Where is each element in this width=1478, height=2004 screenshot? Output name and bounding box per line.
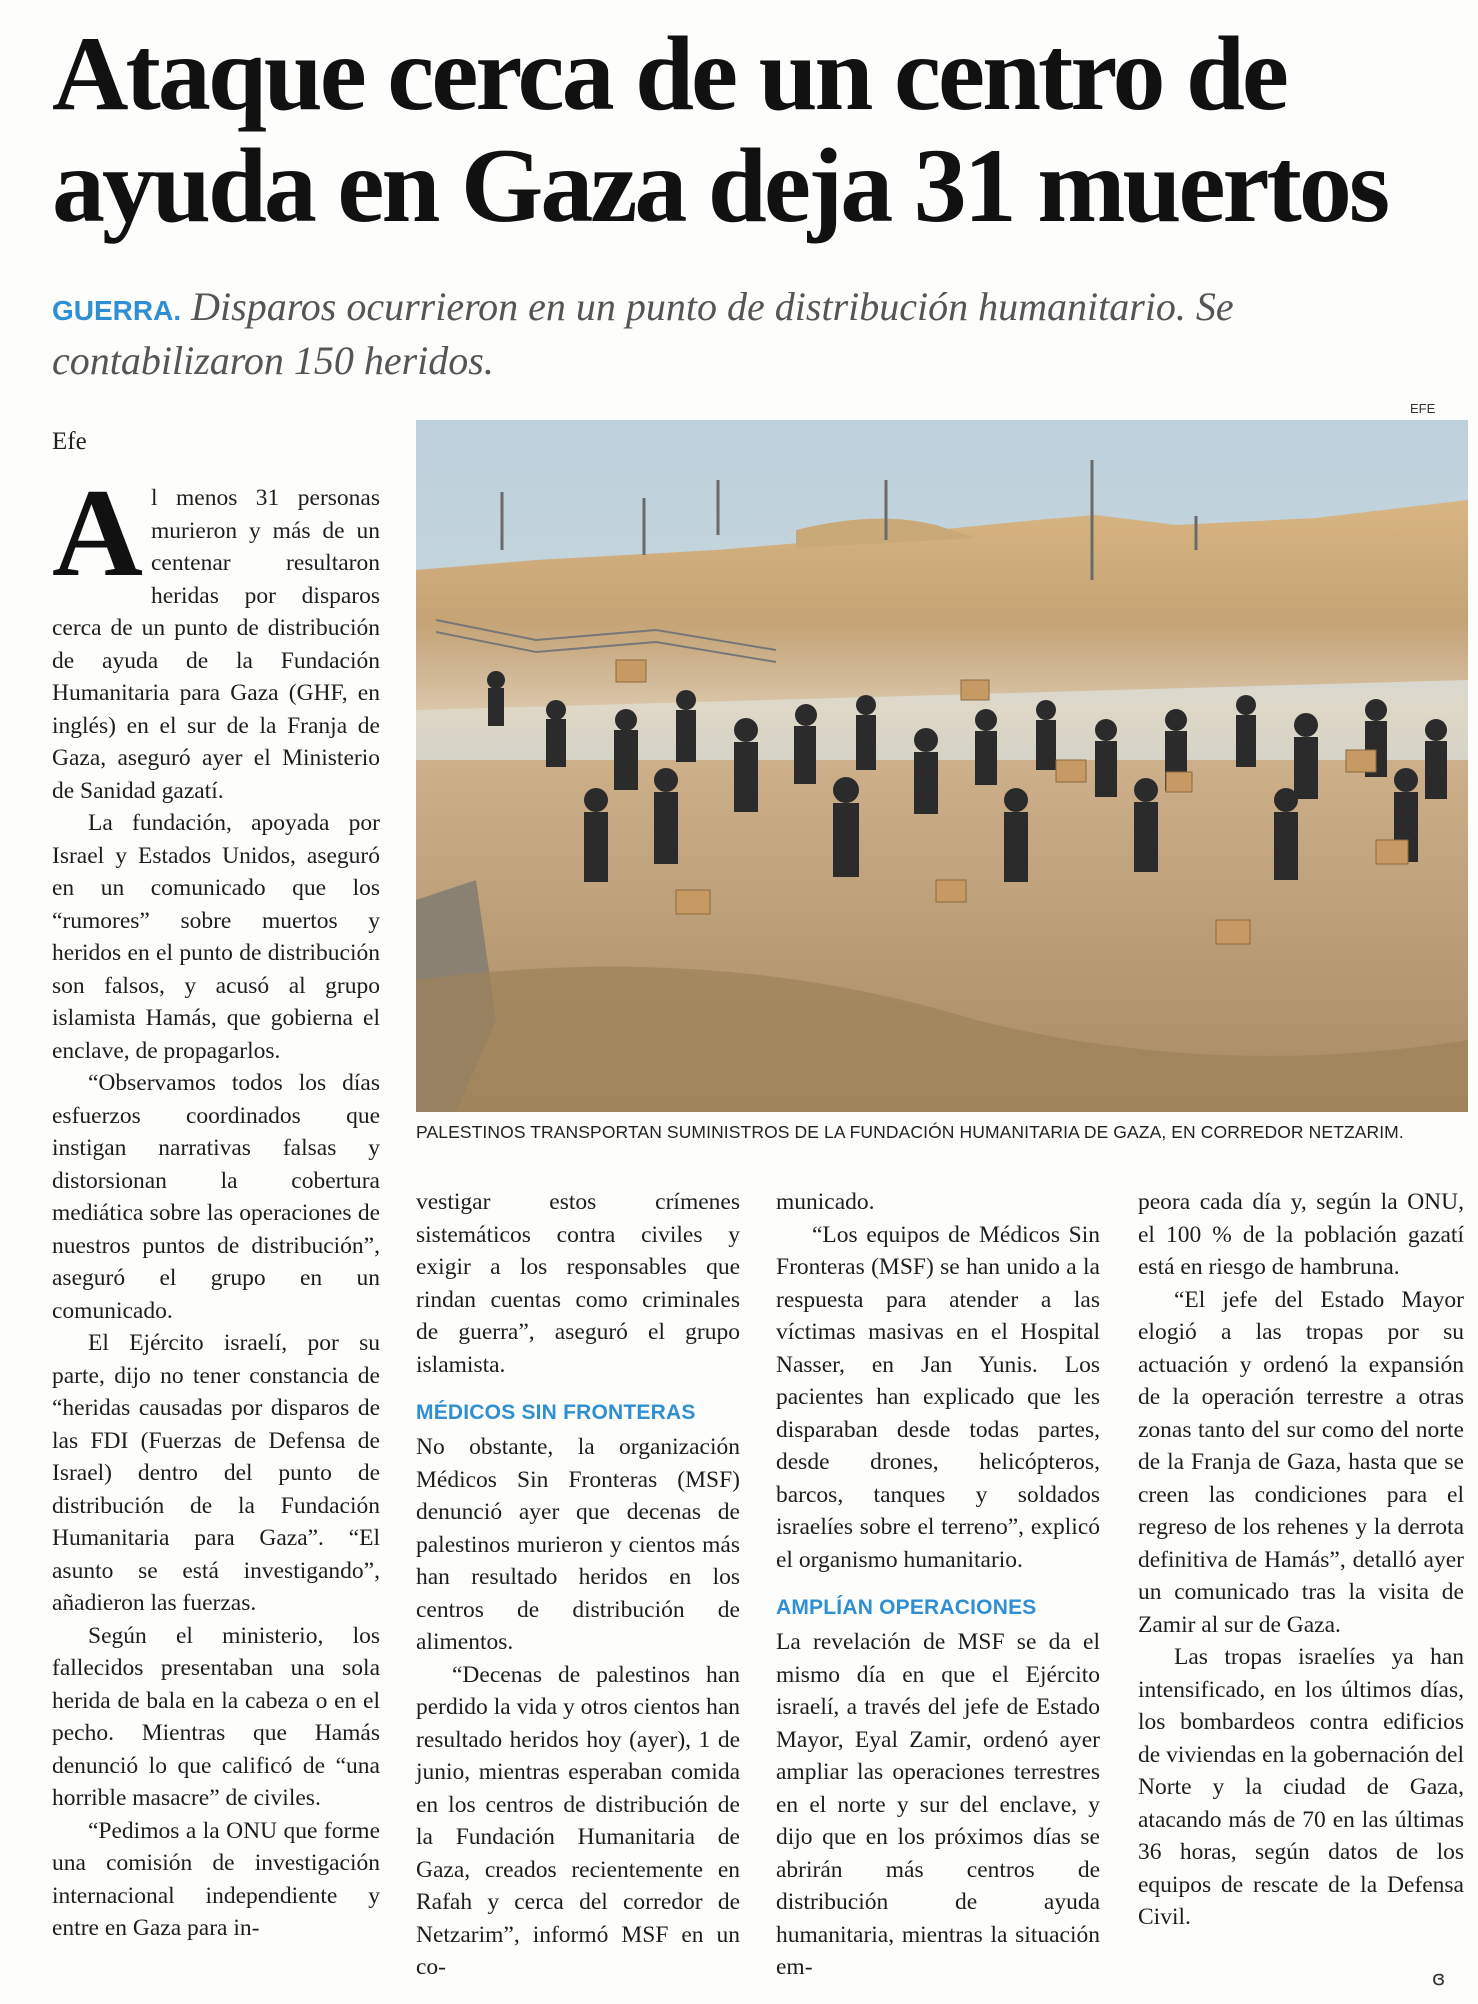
column-1 xyxy=(52,464,380,1945)
paragraph-3: “Observamos todos los días esfuerzos coordinados que instigan narrativas falsas y distorsionan la cobertura mediática sobre las operaciones de nuestros puntos de distribución”, aseguró el grupo en un comunicado. xyxy=(52,1070,380,1324)
subhead-amplian-operaciones: AMPLÍAN OPERACIONES xyxy=(776,1596,1037,1619)
deck-text: Disparos ocurrieron en un punto de distribución humanitario. Se contabilizaron 150 heridos. xyxy=(52,284,1234,383)
column-2 xyxy=(416,1186,740,1984)
paragraph-lead xyxy=(52,464,380,807)
dropcap: A xyxy=(52,464,143,603)
paragraph-11: “Los equipos de Médicos Sin Fronteras (MSF) se han unido a la respuesta para atender a las víctimas masivas en el Hospital Nasser, en Jan Yunis. Los pacientes han explicado que les disparaban desde todas partes, desde drones, helicópteros, barcos, tanques y soldados israelíes sobre el terreno”, explicó el organismo humanitario. xyxy=(776,1221,1100,1573)
news-photo xyxy=(416,420,1468,1112)
photo-illustration xyxy=(416,420,1468,1112)
headline-line-2: ayuda en Gaza deja 31 muertos xyxy=(52,127,1388,244)
paragraph-13: peora cada día y, según la ONU, el 100 % de la población gazatí está en riesgo de hambruna. xyxy=(1138,1189,1464,1280)
paragraph-2: La fundación, apoyada por Israel y Estados Unidos, aseguró en un comunicado que los “rumores” sobre muertos y heridos en el punto de distribución son falsos, y acusó al grupo islamista Hamás, que gobierna el enclave, de propagarlos. xyxy=(52,810,380,1064)
column-3 xyxy=(776,1186,1100,1984)
paragraph-1-text: l menos 31 personas murieron y más de un centenar resultaron heridas por disparos cerca de un punto de distribución de ayuda de la Fundación Humanitaria para Gaza (GHF, en inglés) en el sur de la Franja de Gaza, aseguró ayer el Ministerio de Sanidad gazatí. xyxy=(52,485,380,804)
paragraph-9: “Decenas de palestinos han perdido la vida y otros cientos han resultado heridos hoy (ayer), 1 de junio, mientras esperaban comida en los centros de distribución de la Fundación Humanitaria de Gaza, creados recientemente en Rafah y cerca del corredor de Netzarim”, informó MSF en un co- xyxy=(416,1661,740,1980)
end-mark-icon: ɞ xyxy=(1432,1966,1446,1990)
headline xyxy=(52,15,1452,244)
paragraph-10: municado. xyxy=(776,1189,875,1215)
column-4 xyxy=(1138,1186,1464,1934)
photo-caption: PALESTINOS TRANSPORTAN SUMINISTROS DE LA FUNDACIÓN HUMANITARIA DE GAZA, EN CORREDOR NETZARIM. xyxy=(416,1122,1404,1142)
paragraph-4: El Ejército israelí, por su parte, dijo no tener constancia de “heridas causadas por disparos de las FDI (Fuerzas de Defensa de Israel) dentro del punto de distribución de la Fundación Humanitaria para Gaza”. “El asunto se está investigando”, añadieron las fuerzas. xyxy=(52,1330,380,1616)
deck xyxy=(52,282,1432,386)
paragraph-12: La revelación de MSF se da el mismo día en que el Ejército israelí, a través del jefe de Estado Mayor, Eyal Zamir, ordenó ayer ampliar las operaciones terrestres en el norte y sur del enclave, y dijo que en los próximos días se abrirán más centros de distribución de ayuda humanitaria, mientras la situación em- xyxy=(776,1629,1100,1980)
paragraph-6: “Pedimos a la ONU que forme una comisión de investigación internacional independiente y entre en Gaza para in- xyxy=(52,1817,380,1941)
photo-credit: EFE xyxy=(1410,401,1436,416)
subhead-medicos-sin-fronteras: MÉDICOS SIN FRONTERAS xyxy=(416,1401,696,1424)
paragraph-5: Según el ministerio, los fallecidos presentaban una sola herida de bala en la cabeza o en el pecho. Mientras que Hamás denunció lo que calificó de “una horrible masacre” de civiles. xyxy=(52,1622,380,1811)
byline: Efe xyxy=(52,428,87,455)
paragraph-14: “El jefe del Estado Mayor elogió a las tropas por su actuación y ordenó la expansión de la operación terrestre a otras zonas tanto del sur como del norte de la Franja de Gaza, hasta que se creen las condiciones para el regreso de los rehenes y la derrota definitiva de Hamás”, detalló ayer un comunicado tras la visita de Zamir al sur de Gaza. xyxy=(1138,1286,1464,1638)
paragraph-15: Las tropas israelíes ya han intensificado, en los últimos días, los bombardeos contra edificios de viviendas en la gobernación del Norte y la ciudad de Gaza, atacando más de 70 en las últimas 36 horas, según datos de los equipos de rescate de la Defensa Civil. xyxy=(1138,1644,1464,1930)
headline-line-1: Ataque cerca de un centro de xyxy=(52,15,1286,132)
paragraph-8: No obstante, la organización Médicos Sin Fronteras (MSF) denunció ayer que decenas de palestinos murieron y cientos más han resultado heridos en los centros de distribución de alimentos. xyxy=(416,1434,740,1655)
kicker: GUERRA. xyxy=(52,295,182,326)
paragraph-7: vestigar estos crímenes sistemáticos contra civiles y exigir a los responsables que rindan cuentas como criminales de guerra”, aseguró el grupo islamista. xyxy=(416,1189,740,1378)
